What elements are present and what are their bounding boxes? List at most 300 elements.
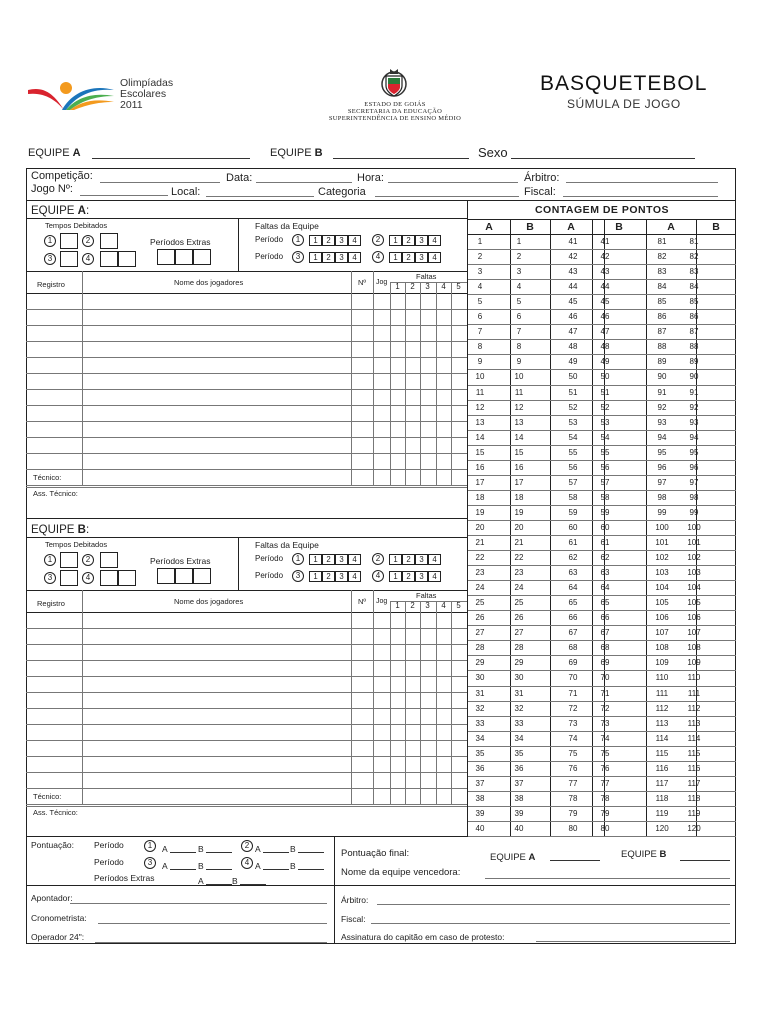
score-cell-b[interactable]: 120 [687, 823, 701, 833]
score-cell-b[interactable]: 7 [516, 327, 522, 337]
score-cell-b[interactable]: 44 [600, 282, 610, 292]
score-cell-b[interactable]: 62 [600, 553, 610, 563]
extra-a-field[interactable] [206, 884, 232, 885]
score-cell-a[interactable]: 58 [568, 492, 578, 502]
score-cell-a[interactable]: 27 [475, 628, 485, 638]
score-cell-a[interactable]: 80 [568, 823, 578, 833]
score-cell-b[interactable]: 115 [687, 748, 701, 758]
table-row[interactable] [26, 804, 467, 805]
table-row[interactable] [26, 724, 467, 725]
score-cell-a[interactable]: 45 [568, 297, 578, 307]
cronometrista-field[interactable] [98, 923, 327, 924]
score-cell-a[interactable]: 76 [568, 763, 578, 773]
jogo-field[interactable] [80, 195, 168, 196]
score-cell-b[interactable]: 103 [687, 568, 701, 578]
score-cell-b[interactable]: 64 [600, 583, 610, 593]
score-cell-b[interactable]: 9 [516, 357, 522, 367]
team-a-name-field[interactable] [92, 158, 250, 159]
assinatura-field[interactable] [536, 941, 730, 942]
p1-a-field[interactable] [170, 852, 196, 853]
team-foul-box[interactable]: 3 [415, 571, 428, 582]
score-cell-b[interactable]: 20 [514, 522, 524, 532]
score-cell-b[interactable]: 39 [514, 808, 524, 818]
score-cell-b[interactable]: 92 [689, 402, 699, 412]
team-foul-box[interactable]: 1 [309, 571, 322, 582]
score-cell-a[interactable]: 14 [475, 432, 485, 442]
timeout-box[interactable] [100, 233, 118, 249]
timeout-box[interactable] [118, 570, 136, 586]
extra-timeout-box[interactable] [175, 249, 193, 265]
score-cell-a[interactable]: 66 [568, 613, 578, 623]
team-foul-box[interactable]: 3 [415, 252, 428, 263]
score-cell-a[interactable]: 42 [568, 252, 578, 262]
score-cell-b[interactable]: 116 [687, 763, 701, 773]
score-cell-b[interactable]: 118 [687, 793, 701, 803]
score-cell-b[interactable]: 6 [516, 312, 522, 322]
score-cell-a[interactable]: 23 [475, 568, 485, 578]
score-cell-a[interactable]: 107 [655, 628, 669, 638]
score-cell-a[interactable]: 52 [568, 402, 578, 412]
p3-b-field[interactable] [206, 869, 232, 870]
score-cell-b[interactable]: 1 [516, 237, 522, 246]
score-cell-a[interactable]: 8 [477, 342, 483, 352]
score-cell-a[interactable]: 4 [477, 282, 483, 292]
team-foul-box[interactable]: 2 [402, 571, 415, 582]
score-cell-a[interactable]: 19 [475, 507, 485, 517]
score-cell-a[interactable]: 16 [475, 462, 485, 472]
score-cell-b[interactable]: 98 [689, 492, 699, 502]
score-cell-a[interactable]: 59 [568, 507, 578, 517]
score-cell-a[interactable]: 21 [475, 538, 485, 547]
timeout-box[interactable] [100, 570, 118, 586]
score-cell-a[interactable]: 51 [568, 387, 578, 397]
score-cell-b[interactable]: 59 [600, 507, 610, 517]
score-cell-b[interactable]: 47 [600, 327, 610, 337]
score-cell-b[interactable]: 108 [687, 643, 701, 653]
table-row[interactable] [26, 628, 467, 629]
score-cell-b[interactable]: 89 [689, 357, 699, 367]
score-cell-a[interactable]: 96 [657, 462, 667, 472]
extra-timeout-box[interactable] [175, 568, 193, 584]
score-cell-a[interactable]: 78 [568, 793, 578, 803]
score-cell-b[interactable]: 42 [600, 252, 610, 262]
score-cell-b[interactable]: 97 [689, 477, 699, 487]
score-cell-a[interactable]: 91 [657, 387, 667, 397]
score-cell-a[interactable]: 109 [655, 658, 669, 668]
score-cell-b[interactable]: 69 [600, 658, 610, 668]
table-row[interactable] [26, 788, 467, 789]
score-cell-b[interactable]: 37 [514, 778, 524, 788]
apontador-field[interactable] [70, 903, 327, 904]
table-row[interactable] [26, 644, 467, 645]
score-cell-a[interactable]: 82 [657, 252, 667, 262]
team-foul-box[interactable]: 4 [428, 571, 441, 582]
score-cell-b[interactable]: 45 [600, 297, 610, 307]
score-cell-b[interactable]: 82 [689, 252, 699, 262]
score-cell-b[interactable]: 99 [689, 507, 699, 517]
score-cell-a[interactable]: 34 [475, 733, 485, 743]
table-row[interactable] [26, 357, 467, 358]
score-cell-a[interactable]: 119 [655, 808, 669, 818]
score-cell-b[interactable]: 48 [600, 342, 610, 352]
score-cell-a[interactable]: 101 [655, 538, 669, 547]
team-foul-box[interactable]: 2 [322, 252, 335, 263]
score-cell-a[interactable]: 41 [568, 237, 578, 246]
score-cell-b[interactable]: 27 [514, 628, 524, 638]
score-cell-b[interactable]: 112 [687, 703, 701, 713]
table-row[interactable] [26, 756, 467, 757]
score-cell-b[interactable]: 80 [600, 823, 610, 833]
score-cell-a[interactable]: 94 [657, 432, 667, 442]
score-cell-b[interactable]: 29 [514, 658, 524, 668]
score-cell-a[interactable]: 77 [568, 778, 578, 788]
score-cell-a[interactable]: 70 [568, 673, 578, 683]
score-cell-b[interactable]: 105 [687, 598, 701, 608]
score-cell-b[interactable]: 43 [600, 267, 610, 277]
score-cell-b[interactable]: 87 [689, 327, 699, 337]
extra-timeout-box[interactable] [193, 568, 211, 584]
p4-b-field[interactable] [298, 869, 324, 870]
score-cell-b[interactable]: 15 [514, 447, 524, 457]
team-b-name-field[interactable] [333, 158, 469, 159]
score-cell-a[interactable]: 85 [657, 297, 667, 307]
final-score-b-field[interactable] [680, 860, 730, 861]
score-cell-b[interactable]: 72 [600, 703, 610, 713]
score-cell-a[interactable]: 118 [655, 793, 669, 803]
score-cell-a[interactable]: 24 [475, 583, 485, 593]
score-cell-a[interactable]: 39 [475, 808, 485, 818]
score-cell-b[interactable]: 83 [689, 267, 699, 277]
score-cell-a[interactable]: 54 [568, 432, 578, 442]
score-cell-b[interactable]: 16 [514, 462, 524, 472]
score-cell-b[interactable]: 40 [514, 823, 524, 833]
score-cell-b[interactable]: 32 [514, 703, 524, 713]
score-cell-b[interactable]: 14 [514, 432, 524, 442]
hora-field[interactable] [388, 182, 518, 183]
team-foul-box[interactable]: 2 [322, 235, 335, 246]
score-cell-a[interactable]: 9 [477, 357, 483, 367]
fiscal-sign-field[interactable] [371, 923, 730, 924]
score-cell-b[interactable]: 66 [600, 613, 610, 623]
team-foul-box[interactable]: 4 [428, 554, 441, 565]
score-cell-b[interactable]: 28 [514, 643, 524, 653]
score-cell-a[interactable]: 92 [657, 402, 667, 412]
score-cell-b[interactable]: 85 [689, 297, 699, 307]
score-cell-a[interactable]: 18 [475, 492, 485, 502]
table-row[interactable] [26, 453, 467, 454]
score-cell-a[interactable]: 29 [475, 658, 485, 668]
score-cell-b[interactable]: 65 [600, 598, 610, 608]
score-cell-b[interactable]: 3 [516, 267, 522, 277]
score-cell-b[interactable]: 84 [689, 282, 699, 292]
score-cell-a[interactable]: 81 [657, 237, 667, 246]
timeout-box[interactable] [60, 552, 78, 568]
score-cell-a[interactable]: 33 [475, 718, 485, 728]
score-cell-a[interactable]: 53 [568, 417, 578, 427]
score-cell-a[interactable]: 99 [657, 507, 667, 517]
extra-timeout-box[interactable] [157, 568, 175, 584]
score-cell-a[interactable]: 43 [568, 267, 578, 277]
score-cell-a[interactable]: 12 [475, 402, 485, 412]
p3-a-field[interactable] [170, 869, 196, 870]
data-field[interactable] [256, 182, 352, 183]
score-cell-b[interactable]: 33 [514, 718, 524, 728]
score-cell-a[interactable]: 87 [657, 327, 667, 337]
score-cell-b[interactable]: 51 [600, 387, 610, 397]
score-cell-b[interactable]: 81 [689, 237, 699, 246]
score-cell-a[interactable]: 32 [475, 703, 485, 713]
sexo-field[interactable] [511, 158, 695, 159]
table-row[interactable] [26, 660, 467, 661]
score-cell-b[interactable]: 78 [600, 793, 610, 803]
score-cell-b[interactable]: 104 [687, 583, 701, 593]
score-cell-b[interactable]: 58 [600, 492, 610, 502]
score-cell-a[interactable]: 106 [655, 613, 669, 623]
score-cell-b[interactable]: 93 [689, 417, 699, 427]
score-cell-b[interactable]: 96 [689, 462, 699, 472]
score-cell-b[interactable]: 110 [687, 673, 701, 683]
score-cell-a[interactable]: 68 [568, 643, 578, 653]
timeout-box[interactable] [60, 251, 78, 267]
score-cell-a[interactable]: 46 [568, 312, 578, 322]
table-row[interactable] [26, 708, 467, 709]
score-cell-a[interactable]: 73 [568, 718, 578, 728]
score-cell-a[interactable]: 62 [568, 553, 578, 563]
fiscal-field[interactable] [563, 196, 718, 197]
score-cell-b[interactable]: 68 [600, 643, 610, 653]
table-row[interactable] [26, 676, 467, 677]
score-cell-b[interactable]: 50 [600, 372, 610, 382]
score-cell-a[interactable]: 2 [477, 252, 483, 262]
score-cell-b[interactable]: 23 [514, 568, 524, 578]
score-cell-b[interactable]: 46 [600, 312, 610, 322]
score-cell-a[interactable]: 7 [477, 327, 483, 337]
score-cell-b[interactable]: 57 [600, 477, 610, 487]
p2-b-field[interactable] [298, 852, 324, 853]
score-cell-b[interactable]: 8 [516, 342, 522, 352]
score-cell-a[interactable]: 114 [655, 733, 669, 743]
table-row[interactable] [26, 389, 467, 390]
team-foul-box[interactable]: 2 [322, 554, 335, 565]
score-cell-b[interactable]: 70 [600, 673, 610, 683]
score-cell-b[interactable]: 34 [514, 733, 524, 743]
score-cell-a[interactable]: 60 [568, 522, 578, 532]
score-cell-a[interactable]: 102 [655, 553, 669, 563]
score-cell-b[interactable]: 22 [514, 553, 524, 563]
score-cell-a[interactable]: 61 [568, 538, 578, 547]
score-cell-b[interactable]: 24 [514, 583, 524, 593]
score-cell-b[interactable]: 54 [600, 432, 610, 442]
timeout-box[interactable] [118, 251, 136, 267]
score-cell-a[interactable]: 6 [477, 312, 483, 322]
team-foul-box[interactable]: 1 [389, 252, 402, 263]
table-row[interactable] [26, 437, 467, 438]
table-row[interactable] [26, 421, 467, 422]
score-cell-a[interactable]: 17 [475, 477, 485, 487]
table-row[interactable] [26, 740, 467, 741]
score-cell-b[interactable]: 49 [600, 357, 610, 367]
table-row[interactable] [26, 405, 467, 406]
score-cell-a[interactable]: 69 [568, 658, 578, 668]
score-cell-a[interactable]: 86 [657, 312, 667, 322]
score-cell-a[interactable]: 93 [657, 417, 667, 427]
score-cell-b[interactable]: 76 [600, 763, 610, 773]
timeout-box[interactable] [60, 233, 78, 249]
score-cell-b[interactable]: 26 [514, 613, 524, 623]
score-cell-a[interactable]: 36 [475, 763, 485, 773]
score-cell-a[interactable]: 38 [475, 793, 485, 803]
team-foul-box[interactable]: 4 [348, 235, 361, 246]
score-cell-a[interactable]: 100 [655, 522, 669, 532]
score-cell-a[interactable]: 47 [568, 327, 578, 337]
team-foul-box[interactable]: 4 [348, 554, 361, 565]
score-cell-b[interactable]: 102 [687, 553, 701, 563]
score-cell-a[interactable]: 13 [475, 417, 485, 427]
extra-b-field[interactable] [240, 884, 266, 885]
team-foul-box[interactable]: 4 [428, 252, 441, 263]
team-foul-box[interactable]: 3 [335, 252, 348, 263]
score-cell-b[interactable]: 30 [514, 673, 524, 683]
score-cell-b[interactable]: 5 [516, 297, 522, 307]
score-cell-a[interactable]: 25 [475, 598, 485, 608]
score-cell-b[interactable]: 71 [600, 688, 610, 698]
score-cell-b[interactable]: 11 [514, 387, 524, 397]
team-foul-box[interactable]: 1 [389, 554, 402, 565]
score-cell-b[interactable]: 19 [514, 507, 524, 517]
categoria-field[interactable] [375, 196, 519, 197]
team-foul-box[interactable]: 4 [428, 235, 441, 246]
score-cell-b[interactable]: 21 [514, 538, 524, 547]
score-cell-a[interactable]: 30 [475, 673, 485, 683]
score-cell-a[interactable]: 22 [475, 553, 485, 563]
team-foul-box[interactable]: 3 [415, 235, 428, 246]
table-row[interactable] [26, 341, 467, 342]
score-cell-a[interactable]: 10 [475, 372, 485, 382]
score-cell-a[interactable]: 74 [568, 733, 578, 743]
score-cell-a[interactable]: 20 [475, 522, 485, 532]
score-cell-b[interactable]: 18 [514, 492, 524, 502]
timeout-box[interactable] [100, 552, 118, 568]
score-cell-a[interactable]: 84 [657, 282, 667, 292]
p4-a-field[interactable] [263, 869, 289, 870]
score-cell-a[interactable]: 55 [568, 447, 578, 457]
score-cell-a[interactable]: 37 [475, 778, 485, 788]
score-cell-a[interactable]: 120 [655, 823, 669, 833]
score-cell-b[interactable]: 100 [687, 522, 701, 532]
score-cell-b[interactable]: 117 [687, 778, 701, 788]
score-cell-b[interactable]: 60 [600, 522, 610, 532]
score-cell-a[interactable]: 49 [568, 357, 578, 367]
score-cell-a[interactable]: 83 [657, 267, 667, 277]
team-foul-box[interactable]: 1 [389, 571, 402, 582]
local-field[interactable] [206, 196, 314, 197]
score-cell-a[interactable]: 104 [655, 583, 669, 593]
score-cell-b[interactable]: 77 [600, 778, 610, 788]
score-cell-b[interactable]: 101 [687, 538, 701, 547]
score-cell-b[interactable]: 61 [600, 538, 610, 547]
score-cell-a[interactable]: 5 [477, 297, 483, 307]
score-cell-a[interactable]: 3 [477, 267, 483, 277]
p2-a-field[interactable] [263, 852, 289, 853]
score-cell-a[interactable]: 64 [568, 583, 578, 593]
score-cell-b[interactable]: 31 [514, 688, 524, 698]
score-cell-a[interactable]: 112 [655, 703, 669, 713]
score-cell-b[interactable]: 113 [687, 718, 701, 728]
score-cell-a[interactable]: 56 [568, 462, 578, 472]
score-cell-a[interactable]: 115 [655, 748, 669, 758]
score-cell-b[interactable]: 13 [514, 417, 524, 427]
score-cell-a[interactable]: 117 [655, 778, 669, 788]
score-cell-a[interactable]: 103 [655, 568, 669, 578]
score-cell-a[interactable]: 110 [655, 673, 669, 683]
score-cell-b[interactable]: 25 [514, 598, 524, 608]
score-cell-b[interactable]: 36 [514, 763, 524, 773]
table-row[interactable] [26, 325, 467, 326]
table-row[interactable] [26, 485, 467, 486]
team-foul-box[interactable]: 2 [402, 554, 415, 565]
score-cell-b[interactable]: 2 [516, 252, 522, 262]
team-foul-box[interactable]: 4 [348, 252, 361, 263]
team-foul-box[interactable]: 3 [335, 554, 348, 565]
score-cell-a[interactable]: 75 [568, 748, 578, 758]
table-row[interactable] [26, 469, 467, 470]
team-foul-box[interactable]: 4 [348, 571, 361, 582]
team-foul-box[interactable]: 2 [402, 235, 415, 246]
score-cell-b[interactable]: 17 [514, 477, 524, 487]
score-cell-a[interactable]: 40 [475, 823, 485, 833]
score-cell-b[interactable]: 107 [687, 628, 701, 638]
score-cell-a[interactable]: 95 [657, 447, 667, 457]
score-cell-b[interactable]: 56 [600, 462, 610, 472]
score-cell-b[interactable]: 55 [600, 447, 610, 457]
final-score-a-field[interactable] [550, 860, 600, 861]
score-cell-a[interactable]: 28 [475, 643, 485, 653]
score-cell-a[interactable]: 1 [477, 237, 483, 246]
team-foul-box[interactable]: 2 [322, 571, 335, 582]
score-cell-a[interactable]: 97 [657, 477, 667, 487]
score-cell-b[interactable]: 63 [600, 568, 610, 578]
score-cell-b[interactable]: 53 [600, 417, 610, 427]
score-cell-a[interactable]: 48 [568, 342, 578, 352]
score-cell-a[interactable]: 88 [657, 342, 667, 352]
score-cell-b[interactable]: 75 [600, 748, 610, 758]
score-cell-b[interactable]: 114 [687, 733, 701, 743]
score-cell-a[interactable]: 111 [655, 688, 669, 698]
score-cell-b[interactable]: 88 [689, 342, 699, 352]
score-cell-a[interactable]: 26 [475, 613, 485, 623]
arbitro-field[interactable] [566, 182, 718, 183]
team-foul-box[interactable]: 2 [402, 252, 415, 263]
table-row[interactable] [26, 692, 467, 693]
vencedora-field[interactable] [485, 878, 730, 879]
score-cell-a[interactable]: 31 [475, 688, 485, 698]
timeout-box[interactable] [60, 570, 78, 586]
score-cell-b[interactable]: 73 [600, 718, 610, 728]
score-cell-a[interactable]: 65 [568, 598, 578, 608]
score-cell-a[interactable]: 72 [568, 703, 578, 713]
score-cell-a[interactable]: 50 [568, 372, 578, 382]
score-cell-b[interactable]: 38 [514, 793, 524, 803]
timeout-box[interactable] [100, 251, 118, 267]
score-cell-b[interactable]: 74 [600, 733, 610, 743]
score-cell-a[interactable]: 89 [657, 357, 667, 367]
score-cell-b[interactable]: 94 [689, 432, 699, 442]
score-cell-b[interactable]: 86 [689, 312, 699, 322]
score-cell-a[interactable]: 71 [568, 688, 578, 698]
score-cell-a[interactable]: 15 [475, 447, 485, 457]
score-cell-a[interactable]: 113 [655, 718, 669, 728]
score-cell-b[interactable]: 4 [516, 282, 522, 292]
